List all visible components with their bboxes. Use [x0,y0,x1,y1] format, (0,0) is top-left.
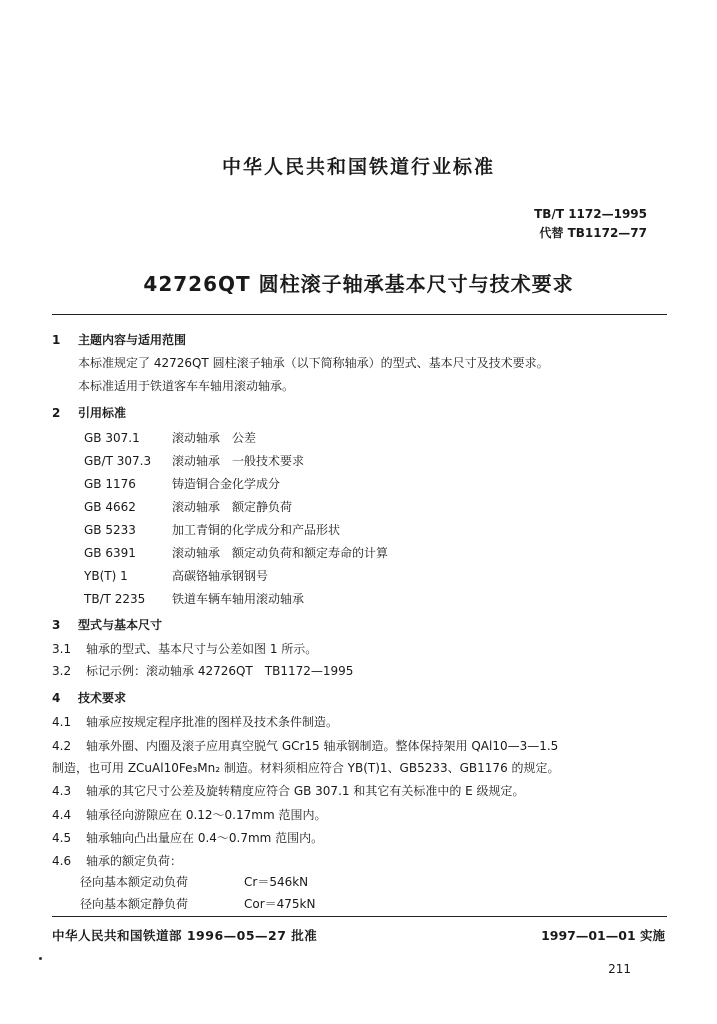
clause-text: 轴承的其它尺寸公差及旋转精度应符合 GB 307.1 和其它有关标准中的 E 级规定。 [86,784,525,798]
reference-name: 铁道车辆车轴用滚动轴承 [172,592,305,606]
clause-number: 4.4 [52,808,72,822]
reference-row [84,476,280,492]
reference-code: YB(T) 1 [84,569,128,583]
reference-name: 滚动轴承 额定静负荷 [172,500,293,514]
standard-number: TB/T 1172—1995 [534,207,647,221]
clause-text: 标记示例：滚动轴承 42726QT TB1172—1995 [86,664,354,678]
clause-number: 4.5 [52,831,72,845]
replaces-note: 代替 TB1172—77 [539,226,647,240]
clause-text-continued: 制造，也可用 ZCuAl10Fe₃Mn₂ 制造。材料须相应符合 YB(T)1、GB5233、GB1176 的规定。 [52,761,560,775]
approval-line: 中华人民共和国铁道部 1996—05—27 批准 [52,928,318,943]
reference-row [84,522,340,538]
clause-text: 轴承的额定负荷： [86,854,183,868]
clause-text: 轴承的型式、基本尺寸与公差如图 1 所示。 [86,642,318,656]
load-label: 径向基本额定动负荷 [80,875,189,889]
effective-date: 1997—01—01 实施 [541,928,665,943]
load-value: Cr＝546kN [244,875,309,889]
clause-text: 轴承外圈、内圈及滚子应用真空脱气 GCr15 轴承钢制造。整体保持架用 QAl10—3—1.5 [86,739,559,753]
reference-row [84,499,292,515]
document-title: 42726QT 圆柱滚子轴承基本尺寸与技术要求 [143,272,574,296]
reference-name: 滚动轴承 额定动负荷和额定寿命的计算 [172,546,389,560]
reference-row [84,453,304,469]
clause-text: 轴承应按规定程序批准的图样及技术条件制造。 [86,715,339,729]
reference-row [84,568,268,584]
section-3-heading: 型式与基本尺寸 [78,618,163,632]
reference-code: GB 5233 [84,523,136,537]
clause-text: 轴承径向游隙应在 0.12～0.17mm 范围内。 [86,808,327,822]
clause-number: 3.2 [52,664,72,678]
section-1-heading: 主题内容与适用范围 [78,333,187,347]
reference-code: GB 4662 [84,500,136,514]
reference-code: GB 307.1 [84,431,140,445]
clause-number: 4.6 [52,854,72,868]
reference-name: 加工青铜的化学成分和产品形状 [172,523,341,537]
reference-code: TB/T 2235 [84,592,146,606]
reference-name: 铸造铜合金化学成分 [172,477,281,491]
clause-text: 轴承轴向凸出量应在 0.4～0.7mm 范围内。 [86,831,324,845]
standard-category-title: 中华人民共和国铁道行业标准 [221,156,495,178]
load-value: Cor＝475kN [244,897,316,911]
reference-row [84,591,304,607]
section-1-number: 1 [52,333,61,347]
reference-name: 高碳铬轴承钢钢号 [172,569,269,583]
section-3-number: 3 [52,618,61,632]
clause-number: 3.1 [52,642,72,656]
reference-row [84,545,388,561]
top-divider [52,314,667,315]
load-label: 径向基本额定静负荷 [80,897,189,911]
section-1-paragraph-2: 本标准适用于铁道客车车轴用滚动轴承。 [78,379,295,393]
reference-row [84,430,256,446]
reference-code: GB/T 307.3 [84,454,152,468]
page-number: 211 [608,962,631,976]
scan-speck [39,957,42,960]
section-4-heading: 技术要求 [78,691,127,705]
section-4-number: 4 [52,691,61,705]
section-2-heading: 引用标准 [78,406,127,420]
section-2-number: 2 [52,406,61,420]
reference-code: GB 6391 [84,546,136,560]
section-1-paragraph-1: 本标准规定了 42726QT 圆柱滚子轴承（以下简称轴承）的型式、基本尺寸及技术要求。 [78,356,549,370]
reference-name: 滚动轴承 公差 [172,431,257,445]
clause-number: 4.1 [52,715,72,729]
reference-code: GB 1176 [84,477,136,491]
bottom-divider [52,916,667,917]
clause-number: 4.3 [52,784,72,798]
clause-number: 4.2 [52,739,72,753]
reference-name: 滚动轴承 一般技术要求 [172,454,305,468]
standard-code-block [534,205,647,243]
